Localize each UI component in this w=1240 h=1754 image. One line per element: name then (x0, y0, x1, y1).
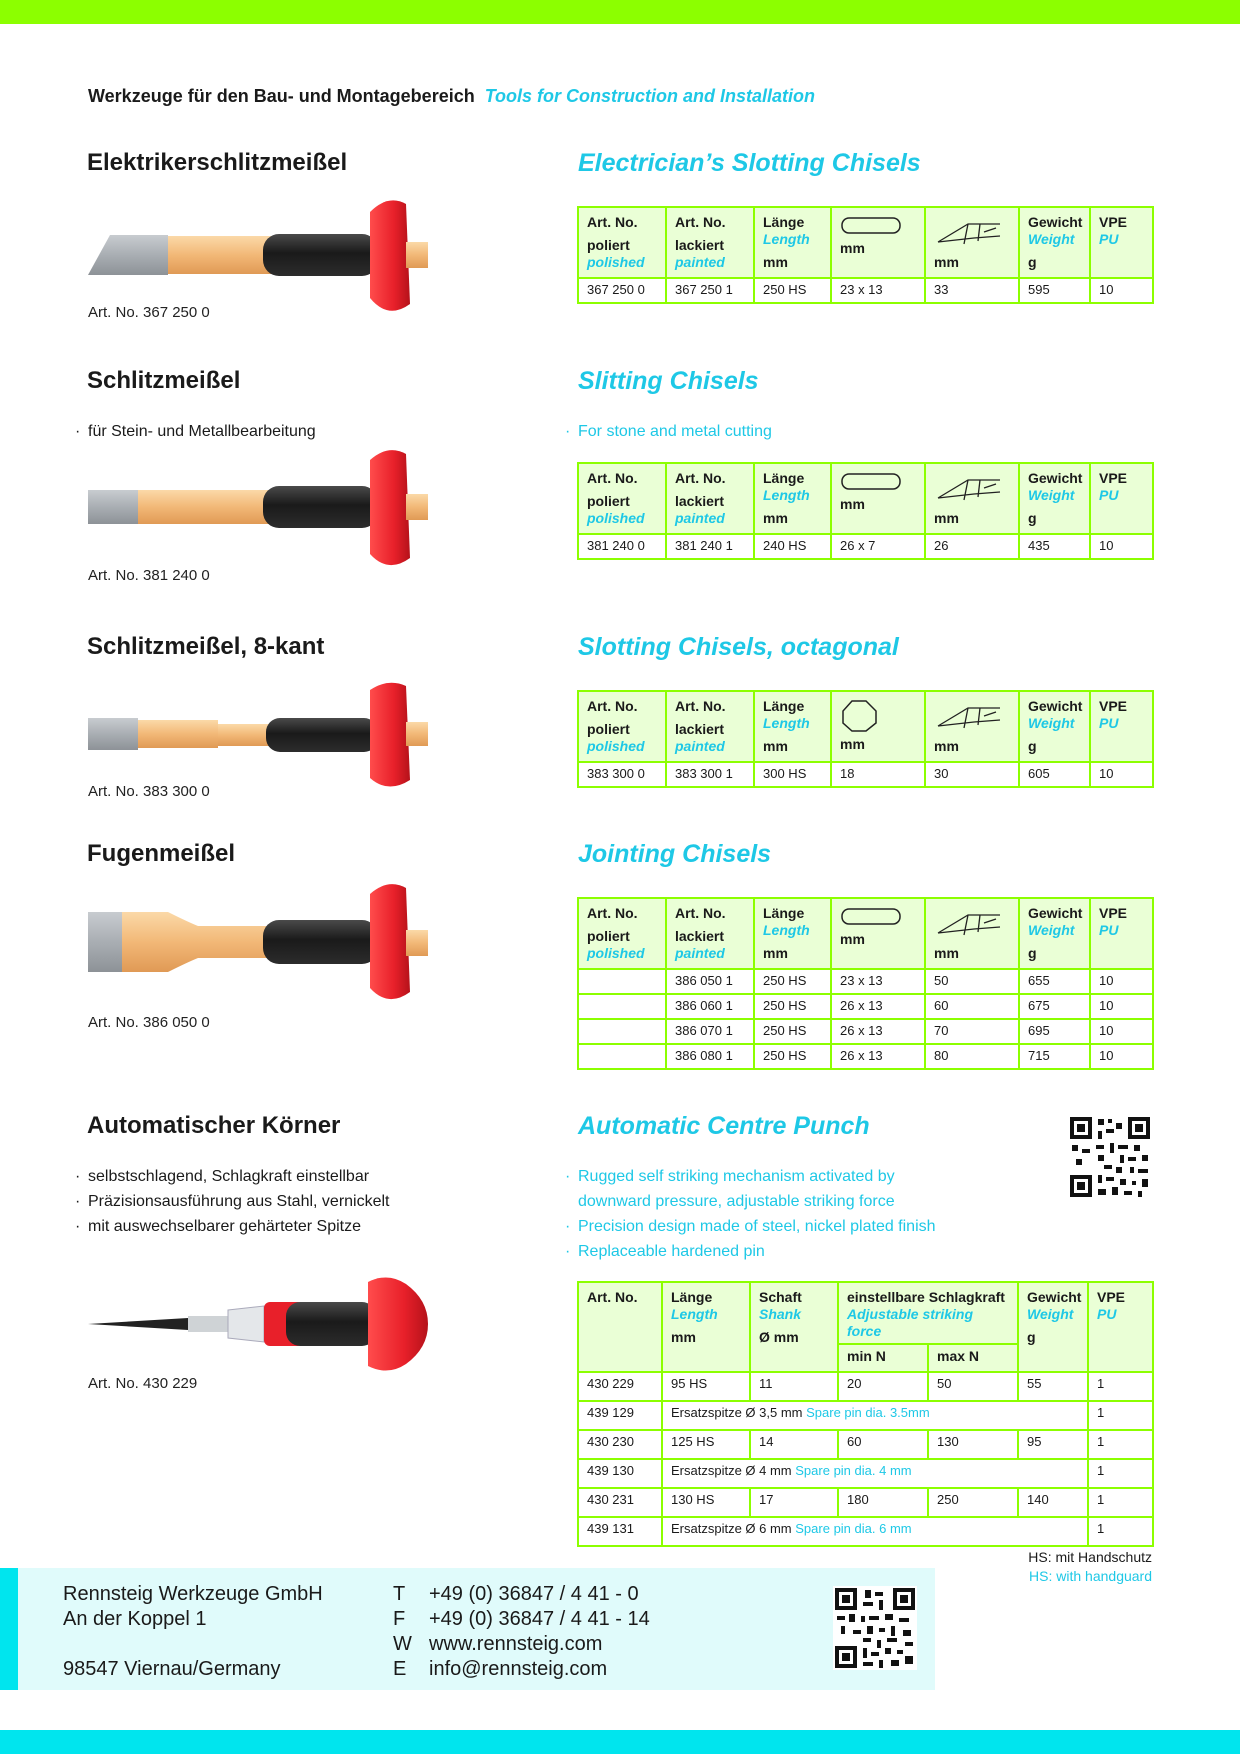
footer-stripe (0, 1568, 18, 1690)
section-title-de: Fugenmeißel (87, 840, 236, 867)
top-color-bar (0, 0, 1240, 24)
section-title-de: Schlitzmeißel, 8-kant (87, 633, 325, 660)
header-de: Werkzeuge für den Bau- und Montagebereich (88, 86, 475, 106)
flat-profile-icon (840, 214, 904, 236)
table-row: 386 080 1 250 HS 26 x 13 80 715 10 (578, 1044, 1153, 1069)
section-title-en: Electrician’s Slotting Chisels (578, 149, 921, 177)
section-title-de: Elektrikerschlitzmeißel (87, 149, 348, 176)
flat-profile-icon (840, 905, 904, 927)
octagon-profile-icon (840, 698, 880, 732)
qr-code-icon[interactable] (1068, 1115, 1152, 1199)
bullet-list-de: · selbstschlagend, Schlagkraft einstellbar · Präzisionsausführung aus Stahl, vernickelt · mit auswechselbarer gehärteter Spitze (74, 1164, 390, 1239)
page-header (88, 86, 815, 107)
contact-info: T +49 (0) 36847 / 4 41 - 0 F +49 (0) 36847 / 4 41 - 14 W www.rennsteig.com E info@rennsteig.com (393, 1583, 650, 1680)
octagonal-chisel-image (88, 682, 448, 792)
spec-table-octagonal: Art. No. poliert polished Art. No. lackiert painted Länge Length mm mm mm Gewicht Weight g VPE PU 383 300 0 383 300 1 300 HS 18 30 605 10 (577, 690, 1154, 788)
table-row: 430 230 125 HS 14 60 130 95 1 (578, 1430, 1153, 1459)
article-label: Art. No. 386 050 0 (88, 1014, 210, 1031)
blade-width-icon (934, 698, 1004, 734)
table-row: 430 229 95 HS 11 20 50 55 1 (578, 1372, 1153, 1401)
centre-punch-image (88, 1276, 448, 1372)
table-row: 381 240 0 381 240 1 240 HS 26 x 7 26 435 10 (578, 534, 1153, 559)
bullet-list-en: · Rugged self striking mechanism activated by downward pressure, adjustable striking force · Precision design made of steel, nickel plated finish · Replaceable hardened pin (564, 1164, 936, 1264)
spec-table-slitting: Art. No. poliert polished Art. No. lackiert painted Länge Length mm mm mm Gewicht Weight g VPE PU 381 240 0 381 240 1 240 HS 26 x 7 26 435 10 (577, 462, 1154, 560)
fax-number: +49 (0) 36847 / 4 41 - 14 (429, 1608, 650, 1630)
flat-profile-icon (840, 470, 904, 492)
blade-width-icon (934, 214, 1004, 250)
section-title-en: Automatic Centre Punch (578, 1112, 870, 1140)
electrician-chisel-image (88, 194, 448, 320)
bottom-color-bar (0, 1730, 1240, 1754)
blade-width-icon (934, 905, 1004, 941)
company-address: Rennsteig Werkzeuge GmbH An der Koppel 1 98547 Viernau/Germany (63, 1583, 323, 1680)
spec-table-electrician: Art. No. poliert polished Art. No. lackiert painted Länge Length mm mm mm Gewicht Weight g VPE PU 367 250 0 367 250 1 250 HS 23 x 13 33 595 10 (577, 206, 1154, 304)
table-row: 439 129 Ersatzspitze Ø 3,5 mm Spare pin dia. 3.5mm 1 (578, 1401, 1153, 1430)
email-link[interactable]: info@rennsteig.com (429, 1658, 608, 1680)
section-title-en: Slitting Chisels (578, 367, 759, 395)
footer (0, 1568, 935, 1690)
table-row: 383 300 0 383 300 1 300 HS 18 30 605 10 (578, 762, 1153, 787)
table-row: 430 231 130 HS 17 180 250 140 1 (578, 1488, 1153, 1517)
header-en: Tools for Construction and Installation (484, 86, 816, 106)
article-label: Art. No. 430 229 (88, 1375, 198, 1392)
spec-table-jointing: Art. No. poliert polished Art. No. lackiert painted Länge Length mm mm mm Gewicht Weight g VPE PU 386 050 1 250 HS 23 x 13 50 655 10 386 060 1 250 HS 26 x 13 60 675 10 386 070 1 250 HS 26 x 13 70 695 10 386 080 1 250 HS 26 x 13 80 715 10 (577, 897, 1154, 1070)
section-title-de: Automatischer Körner (87, 1112, 341, 1139)
blade-width-icon (934, 470, 1004, 506)
table-row: 386 060 1 250 HS 26 x 13 60 675 10 (578, 994, 1153, 1019)
section-title-en: Slotting Chisels, octagonal (578, 633, 899, 661)
article-label: Art. No. 383 300 0 (88, 783, 210, 800)
table-row: 386 050 1 250 HS 23 x 13 50 655 10 (578, 969, 1153, 994)
website-link[interactable]: www.rennsteig.com (429, 1633, 603, 1655)
article-label: Art. No. 381 240 0 (88, 567, 210, 584)
bullet-list-en: · For stone and metal cutting (564, 419, 772, 444)
jointing-chisel-image (88, 880, 448, 1006)
section-title-en: Jointing Chisels (578, 840, 772, 868)
section-title-de: Schlitzmeißel (87, 367, 241, 394)
bullet-list-de: · für Stein- und Metallbearbeitung (74, 419, 316, 444)
qr-code-icon[interactable] (833, 1586, 917, 1670)
slitting-chisel-image (88, 446, 448, 572)
article-label: Art. No. 367 250 0 (88, 304, 210, 321)
spec-table-centre-punch: Art. No. Länge Length mm Schaft Shank Ø mm einstellbare Schlagkraft Adjustable striking force Gewicht Weight g VPE PU min N max N 430 229 95 HS 11 20 50 55 1 439 129 Ersatzspitze Ø 3,5 mm Spare pin dia. 3.5mm 1 430 230 125 HS 14 60 130 95 1 439 130 Ersatzspitze Ø 4 mm Spare pin dia. 4 mm 1 430 231 130 HS 17 180 250 140 1 439 131 Ersatzspitze Ø 6 mm Spare pin dia. 6 mm 1 (577, 1281, 1154, 1547)
hs-note: HS: mit Handschutz HS: with handguard (1028, 1549, 1152, 1584)
table-row: 386 070 1 250 HS 26 x 13 70 695 10 (578, 1019, 1153, 1044)
table-row: 439 131 Ersatzspitze Ø 6 mm Spare pin dia. 6 mm 1 (578, 1517, 1153, 1546)
table-row: 439 130 Ersatzspitze Ø 4 mm Spare pin dia. 4 mm 1 (578, 1459, 1153, 1488)
table-row: 367 250 0 367 250 1 250 HS 23 x 13 33 595 10 (578, 278, 1153, 303)
phone-link[interactable]: +49 (0) 36847 / 4 41 - 0 (429, 1583, 639, 1605)
